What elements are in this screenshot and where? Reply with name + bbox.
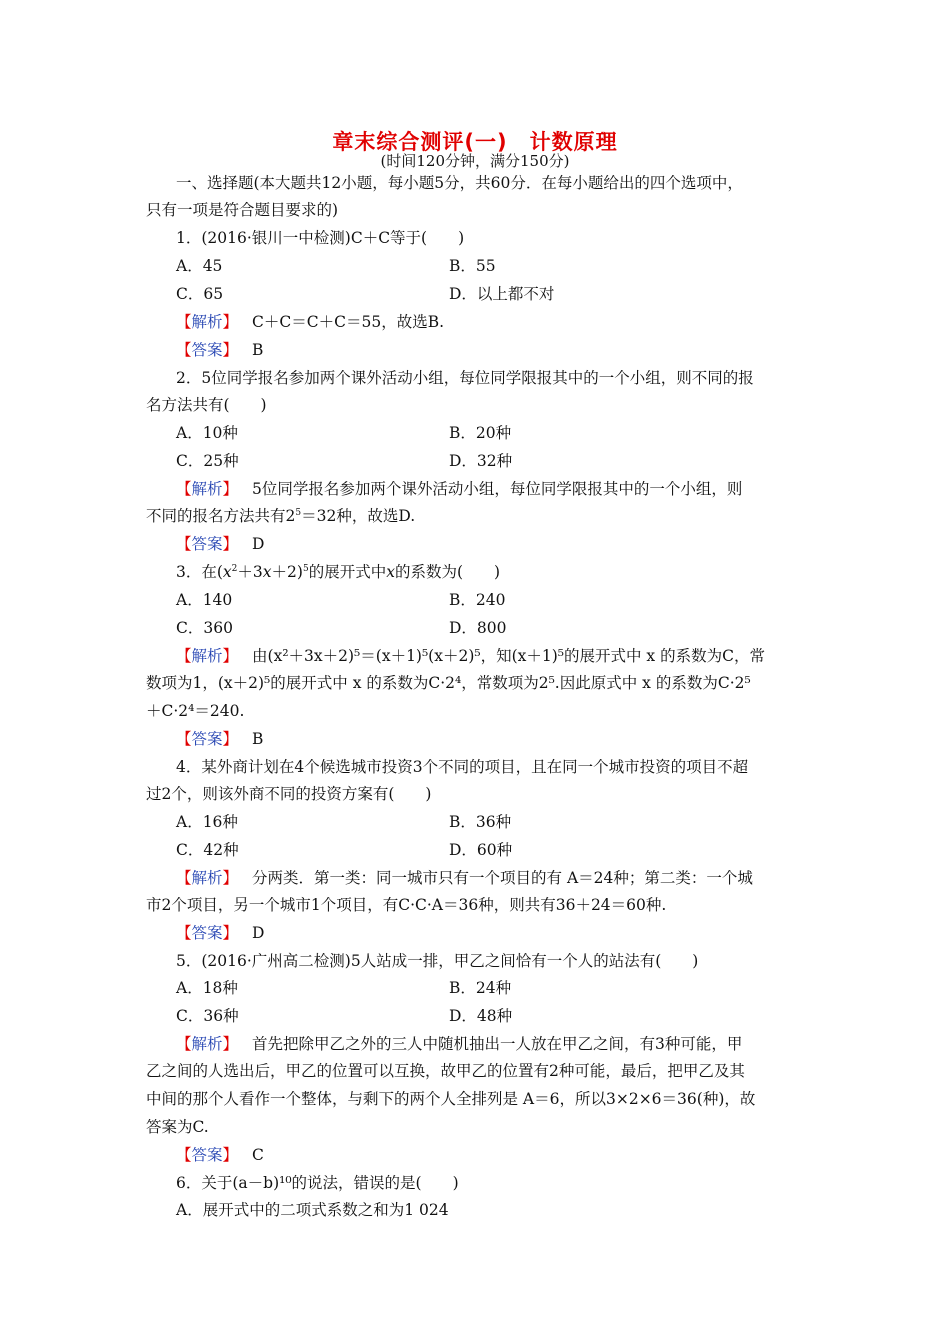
q2-option-a: A．10种 bbox=[176, 424, 238, 442]
q4-analysis-line1: 【解析】 分两类．第一类：同一城市只有一个项目的有 A＝24种；第二类：一个城 bbox=[176, 869, 753, 887]
q2-analysis-line2: 不同的报名方法共有$2^5=32$种，故选D. bbox=[146, 507, 416, 525]
q1-stem: 1．(2016·银川一中检测)C＋C等于( ) bbox=[176, 229, 465, 247]
analysis-tag: 【解析】 bbox=[176, 869, 239, 887]
q2-option-d: D．32种 bbox=[449, 452, 513, 470]
q4-stem-line1: 4．某外商计划在4个候选城市投资3个不同的项目，且在同一个城市投资的项目不超 bbox=[176, 758, 749, 776]
answer-tag: 【答案】 bbox=[176, 730, 239, 748]
q3-option-c: C．360 bbox=[176, 619, 233, 637]
q1-answer: 【答案】 B bbox=[176, 341, 264, 359]
q5-analysis-line1: 【解析】 首先把除甲乙之外的三人中随机抽出一人放在甲乙之间，有3种可能，甲 bbox=[176, 1035, 743, 1053]
q3-answer: 【答案】 B bbox=[176, 730, 264, 748]
analysis-tag: 【解析】 bbox=[176, 1035, 239, 1053]
q6-option-a: A．展开式中的二项式系数之和为1 024 bbox=[176, 1201, 449, 1219]
q5-analysis-line2: 乙之间的人选出后，甲乙的位置可以互换，故甲乙的位置有2种可能，最后，把甲乙及其 bbox=[146, 1062, 745, 1080]
q4-answer: 【答案】 D bbox=[176, 924, 265, 942]
q5-option-c: C．36种 bbox=[176, 1007, 239, 1025]
q2-analysis-line1: 【解析】 5位同学报名参加两个课外活动小组，每位同学限报其中的一个小组，则 bbox=[176, 480, 743, 498]
answer-tag: 【答案】 bbox=[176, 341, 239, 359]
analysis-tag: 【解析】 bbox=[176, 313, 239, 331]
q4-option-c: C．42种 bbox=[176, 841, 239, 859]
analysis-tag: 【解析】 bbox=[176, 647, 239, 665]
q2-option-b: B．20种 bbox=[449, 424, 512, 442]
q1-analysis: 【解析】 C＋C＝C＋C＝55，故选B. bbox=[176, 313, 445, 331]
q4-option-b: B．36种 bbox=[449, 813, 512, 831]
q1-option-d: D．以上都不对 bbox=[449, 285, 555, 303]
q2-stem-line2: 名方法共有( ) bbox=[146, 396, 267, 414]
q4-option-a: A．16种 bbox=[176, 813, 238, 831]
q4-option-d: D．60种 bbox=[449, 841, 513, 859]
q1-option-c: C．65 bbox=[176, 285, 224, 303]
q5-option-d: D．48种 bbox=[449, 1007, 513, 1025]
q3-analysis-line3: ＋C·2⁴＝240. bbox=[146, 702, 245, 720]
section-heading-line2: 只有一项是符合题目要求的) bbox=[146, 201, 339, 219]
q2-option-c: C．25种 bbox=[176, 452, 239, 470]
q5-option-a: A．18种 bbox=[176, 979, 238, 997]
q3-option-d: D．800 bbox=[449, 619, 507, 637]
answer-tag: 【答案】 bbox=[176, 1146, 239, 1164]
q5-analysis-line3: 中间的那个人看作一个整体，与剩下的两个人全排列是 A＝6，所以3×2×6＝36(种)，故 bbox=[146, 1090, 756, 1108]
q3-analysis-line2: 数项为1，(x＋2)⁵的展开式中 x 的系数为C·2⁴，常数项为2⁵.因此原式中 x 的系数为C·2⁵ bbox=[146, 674, 751, 692]
answer-tag: 【答案】 bbox=[176, 535, 239, 553]
q4-stem-line2: 过2个，则该外商不同的投资方案有( ) bbox=[146, 785, 432, 803]
analysis-tag: 【解析】 bbox=[176, 480, 239, 498]
q3-option-b: B．240 bbox=[449, 591, 506, 609]
q3-analysis-line1: 【解析】 由(x²＋3x＋2)⁵＝(x＋1)⁵(x＋2)⁵，知(x＋1)⁵的展开式中 x 的系数为C，常 bbox=[176, 647, 765, 665]
q5-answer: 【答案】 C bbox=[176, 1146, 264, 1164]
q3-stem: 3．在$(x^2+3x+2)^5$的展开式中x的系数为( ) bbox=[176, 563, 501, 581]
q1-option-a: A．45 bbox=[176, 257, 223, 275]
q5-option-b: B．24种 bbox=[449, 979, 512, 997]
section-heading-line1: 一、选择题(本大题共12小题，每小题5分，共60分．在每小题给出的四个选项中， bbox=[176, 174, 743, 192]
q3-option-a: A．140 bbox=[176, 591, 233, 609]
q1-option-b: B．55 bbox=[449, 257, 496, 275]
q2-stem-line1: 2．5位同学报名参加两个课外活动小组，每位同学限报其中的一个小组，则不同的报 bbox=[176, 369, 754, 387]
q2-answer: 【答案】 D bbox=[176, 535, 265, 553]
q5-stem: 5．(2016·广州高二检测)5人站成一排，甲乙之间恰有一个人的站法有( ) bbox=[176, 952, 699, 970]
title-sub: 计数原理 bbox=[529, 130, 618, 154]
time-note: (时间120分钟，满分150分) bbox=[380, 152, 570, 170]
q6-stem: 6．关于(a－b)¹⁰的说法，错误的是( ) bbox=[176, 1174, 459, 1192]
q5-analysis-line4: 答案为C. bbox=[146, 1118, 209, 1136]
answer-tag: 【答案】 bbox=[176, 924, 239, 942]
q4-analysis-line2: 市2个项目，另一个城市1个项目，有C·C·A＝36种，则共有36＋24＝60种. bbox=[146, 896, 667, 914]
title-main: 章末综合测评(一) bbox=[332, 130, 508, 154]
